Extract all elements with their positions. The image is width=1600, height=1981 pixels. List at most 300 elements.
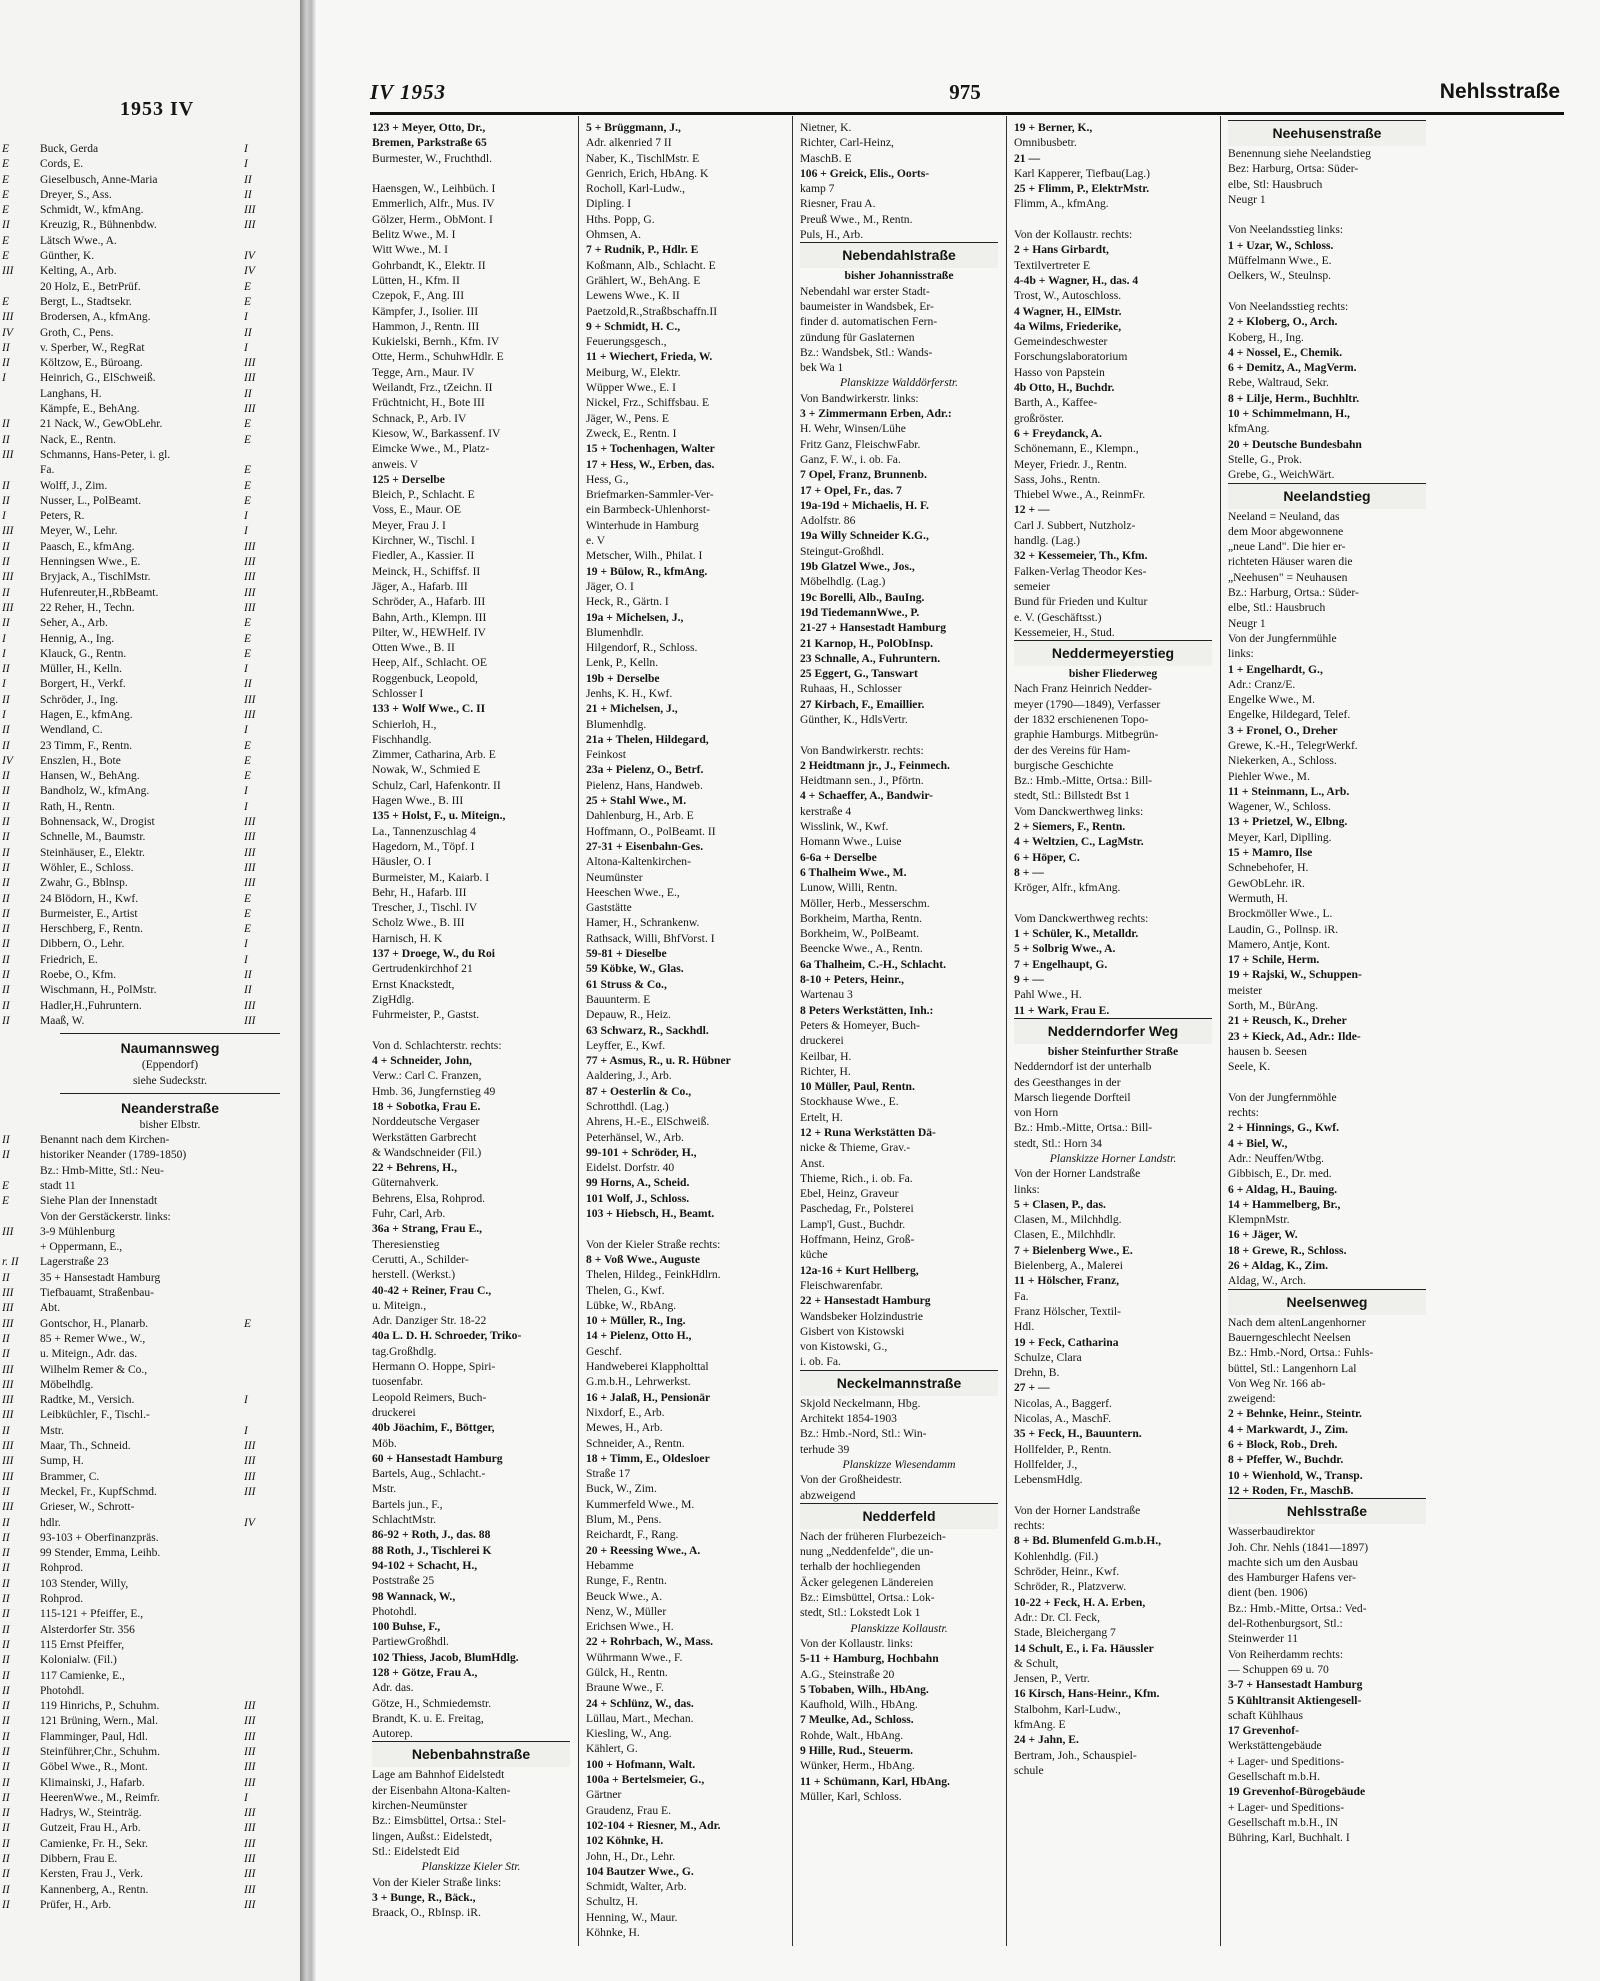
directory-entry <box>0 647 300 662</box>
directory-entry: Gölzer, Herm., ObMont. I <box>372 212 493 226</box>
directory-entry: dient (ben. 1906) <box>1228 1586 1308 1600</box>
entry-text: Schmanns, Hans-Peter, i. gl. <box>40 448 171 461</box>
street-subheading: (Eppendorf) <box>141 1059 199 1072</box>
entry-marker: III <box>2 1455 14 1468</box>
directory-entry: Leopold Reimers, Buch- <box>372 1390 487 1404</box>
directory-entry: ein Barmbeck-Uhlenhorst- <box>586 503 710 517</box>
directory-entry: 77 + Asmus, R., u. R. Hübner <box>586 1054 731 1068</box>
directory-entry: Schultz, H. <box>586 1895 638 1909</box>
directory-entry: kfmAng. E <box>1014 1717 1066 1731</box>
directory-entry <box>0 280 300 295</box>
directory-entry: Gibbisch, E., Dr. med. <box>1228 1167 1332 1181</box>
directory-entry: 103 + Hiebsch, H., Beamt. <box>586 1207 715 1221</box>
left-page-header: 1953 IV <box>120 98 195 120</box>
entry-text: v. Sperber, W., RegRat <box>40 341 145 354</box>
directory-entry: Wagener, W., Schloss. <box>1228 800 1331 814</box>
directory-entry: Verw.: Carl C. Franzen, <box>372 1069 482 1083</box>
entry-text: Siehe Plan der Innenstadt <box>40 1195 158 1208</box>
entry-marker: II <box>2 693 10 706</box>
entry-text: Hadler,H.,Fuhruntern. <box>40 999 142 1012</box>
entry-text: Hansen, W., BehAng. <box>40 770 140 783</box>
street-former-name: bisher Fliederweg <box>1068 667 1158 681</box>
directory-entry <box>0 234 300 249</box>
directory-entry <box>0 1271 300 1286</box>
directory-entry: MaschB. E <box>800 151 852 165</box>
entry-floor: I <box>244 800 248 813</box>
entry-marker: III <box>2 311 14 324</box>
directory-entry: Adr. alkenried 7 II <box>586 136 672 150</box>
directory-entry: 11 + Schümann, Karl, HbAng. <box>800 1774 950 1788</box>
directory-entry: Bz.: Hmb.-Mitte, Ortsa.: Bill- <box>1014 774 1153 788</box>
entry-marker: III <box>2 1363 14 1376</box>
directory-entry: Franz Hölscher, Textil- <box>1014 1304 1122 1318</box>
directory-entry: Bz.: Hmb.-Mitte, Ortsa.: Bill- <box>1014 1121 1153 1135</box>
directory-entry: Blum, M., Pens. <box>586 1513 662 1527</box>
directory-entry <box>372 1023 570 1038</box>
directory-entry: 133 + Wolf Wwe., C. II <box>372 702 486 716</box>
directory-entry: Clasen, E., Milchhdlr. <box>1014 1228 1116 1242</box>
entry-marker: II <box>2 1715 10 1728</box>
entry-marker: II <box>2 586 10 599</box>
directory-entry <box>0 1500 300 1515</box>
directory-entry: 3 + Zimmermann Erben, Adr.: <box>800 407 952 421</box>
entry-marker: II <box>2 1853 10 1866</box>
entry-floor: I <box>244 1424 248 1437</box>
directory-column-4 <box>1014 120 1212 1778</box>
entry-text: Müller, H., Kelln. <box>40 663 122 676</box>
directory-entry: 23 Schnalle, A., Fuhruntern. <box>800 651 941 665</box>
directory-entry: rechts: <box>1228 1106 1259 1120</box>
directory-entry: Czepok, F., Ang. III <box>372 289 465 303</box>
directory-entry <box>0 1561 300 1576</box>
directory-entry: 4 + Schaeffer, A., Bandwir- <box>800 789 933 803</box>
entry-text: Gutzeit, Frau H., Arb. <box>40 1822 141 1835</box>
entry-marker: II <box>2 892 10 905</box>
street-heading: Naumannsweg <box>120 1040 220 1057</box>
street-former-name: bisher Johannisstraße <box>844 269 954 283</box>
directory-entry: Meiburg, W., Elektr. <box>586 365 681 379</box>
entry-marker: III <box>2 1317 14 1330</box>
directory-entry: Otte, Herm., SchuhwHdlr. E <box>372 350 504 364</box>
directory-entry: 9 Hille, Rud., Steuerm. <box>800 1743 914 1757</box>
directory-entry: Hoffmann, Heinz, Groß- <box>800 1233 915 1247</box>
directory-entry: Jäger, O. I <box>586 579 634 593</box>
entry-text: 103 Stender, Willy, <box>40 1577 129 1590</box>
directory-entry <box>0 708 300 723</box>
entry-floor: I <box>244 953 248 966</box>
directory-entry: Häusler, O. I <box>372 855 432 869</box>
directory-entry <box>0 1653 300 1668</box>
directory-entry: 40-42 + Reiner, Frau C., <box>372 1283 492 1297</box>
directory-entry <box>372 166 570 181</box>
entry-marker: II <box>2 617 10 630</box>
directory-entry: Wasserbaudirektor <box>1228 1525 1315 1539</box>
directory-entry: 4a Wilms, Friederike, <box>1014 319 1122 333</box>
entry-marker: III <box>2 1394 14 1407</box>
directory-entry <box>0 784 300 799</box>
entry-text: Photohdl. <box>40 1684 85 1697</box>
directory-entry: Von der Horner Landstraße <box>1014 1503 1141 1517</box>
entry-marker: II <box>2 1745 10 1758</box>
directory-entry: Borkheim, Martha, Rentn. <box>800 911 923 925</box>
directory-entry: schaft Kühlhaus <box>1228 1708 1304 1722</box>
entry-floor: II <box>244 984 252 997</box>
entry-marker: E <box>2 295 10 308</box>
right-page <box>316 0 1600 1981</box>
entry-text: hdlr. <box>40 1516 61 1529</box>
directory-entry: 18 + Grewe, R., Schloss. <box>1228 1243 1347 1257</box>
entry-text: Göbel Wwe., R., Mont. <box>40 1761 148 1774</box>
directory-entry: Gesellschaft m.b.H. <box>1228 1769 1321 1783</box>
entry-floor: III <box>244 1822 256 1835</box>
directory-entry: finder d. automatischen Fern- <box>800 315 938 329</box>
directory-entry: Kiesling, W., Ang. <box>586 1727 672 1741</box>
directory-entry: Barth, A., Kaffee- <box>1014 396 1098 410</box>
entry-floor: III <box>244 1898 256 1911</box>
directory-entry: 6-6a + Derselbe <box>800 850 877 864</box>
entry-text: Költzow, E., Büroang. <box>40 357 143 370</box>
directory-entry: Hths. Popp, G. <box>586 212 655 226</box>
directory-entry: 6 + Block, Rob., Dreh. <box>1228 1438 1338 1452</box>
directory-entry <box>0 1393 300 1408</box>
entry-marker: III <box>2 265 14 278</box>
entry-floor: E <box>244 280 252 293</box>
directory-entry: e. V <box>586 534 606 548</box>
entry-text: Burmeister, E., Artist <box>40 907 138 920</box>
entry-text: Lätsch Wwe., A. <box>40 234 117 247</box>
directory-entry: 19 + Rajski, W., Schuppen- <box>1228 968 1362 982</box>
directory-entry: 6a Thalheim, C.-H., Schlacht. <box>800 957 947 971</box>
directory-entry <box>0 601 300 616</box>
entry-text: Benannt nach dem Kirchen- <box>40 1134 170 1147</box>
entry-marker: IV <box>2 326 13 339</box>
plan-reference: Planskizze Kieler Str. <box>421 1860 521 1874</box>
directory-entry: Kirchner, W., Tischl. I <box>372 534 475 548</box>
directory-entry <box>0 387 300 402</box>
directory-entry <box>0 479 300 494</box>
directory-entry <box>0 1439 300 1454</box>
entry-marker: E <box>2 188 10 201</box>
column-divider <box>1220 116 1221 1946</box>
directory-entry: Photohdl. <box>372 1604 417 1618</box>
directory-entry: küche <box>800 1248 828 1262</box>
entry-marker: II <box>2 938 10 951</box>
directory-entry: Meyer, Karl, Diplling. <box>1228 830 1332 844</box>
directory-entry: u. Miteign., <box>372 1298 427 1312</box>
directory-entry: Textilvertreter E <box>1014 258 1091 272</box>
directory-entry: ZigHdlg. <box>372 992 415 1006</box>
entry-floor: II <box>244 969 252 982</box>
entry-floor: E <box>244 739 252 752</box>
entry-text: Hadrys, W., Steinträg. <box>40 1807 142 1820</box>
street-heading: Neelsenweg <box>1228 1289 1426 1315</box>
directory-entry: des Hamburger Hafens ver- <box>1228 1571 1357 1585</box>
directory-entry: Nixdorf, E., Arb. <box>586 1405 665 1419</box>
entry-marker: E <box>2 1195 10 1208</box>
entry-marker: II <box>2 1562 10 1575</box>
entry-marker: II <box>2 1149 10 1162</box>
entry-text: Schnelle, M., Baumstr. <box>40 831 146 844</box>
directory-entry: meister <box>1228 983 1263 997</box>
entry-text: 35 + Hansestadt Hamburg <box>40 1271 161 1284</box>
directory-entry: 7 Opel, Franz, Brunnenb. <box>800 468 927 482</box>
entry-text: u. Miteign., Adr. das. <box>40 1348 138 1361</box>
entry-marker: E <box>2 143 10 155</box>
directory-entry: Neugr 1 <box>1228 192 1266 206</box>
directory-entry: 24 + Jahn, E. <box>1014 1733 1079 1747</box>
directory-entry: Adr.: Neuffen/Wtbg. <box>1228 1152 1325 1165</box>
directory-entry: 23 + Kieck, Ad., Adr.: Ilde- <box>1228 1029 1361 1043</box>
directory-entry <box>0 341 300 356</box>
directory-entry: Werkstättengebäude <box>1228 1739 1322 1753</box>
directory-entry: Rebe, Waltraud, Sekr. <box>1228 376 1329 390</box>
directory-entry: Gertrudenkirchhof 21 <box>372 962 473 976</box>
directory-entry: 13 + Prietzel, W., Elbng. <box>1228 815 1348 829</box>
directory-entry: Bauunterm. E <box>586 992 651 1006</box>
directory-entry: Bz.: Eimsbüttel, Ortsa.: Lok- <box>800 1591 935 1605</box>
directory-entry <box>0 555 300 570</box>
directory-entry: 60 + Hansestadt Hamburg <box>372 1451 503 1465</box>
directory-entry: 6 + Aldag, H., Bauing. <box>1228 1182 1338 1196</box>
entry-text: Langhans, H. <box>40 387 102 400</box>
directory-entry: Gesellschaft m.b.H., IN <box>1228 1815 1339 1829</box>
entry-text: Bohnensack, W., Drogist <box>40 816 155 829</box>
entry-floor: III <box>244 1455 256 1468</box>
directory-entry: Schnack, P., Arb. IV <box>372 411 467 425</box>
directory-entry: Schröder, A., Hafarb. III <box>372 595 486 609</box>
directory-entry <box>0 433 300 448</box>
entry-text: Radtke, M., Versich. <box>40 1394 135 1407</box>
street-heading: Neanderstraße <box>120 1099 220 1116</box>
directory-entry <box>0 907 300 922</box>
entry-text: Kämpfe, E., BehAng. <box>40 403 140 416</box>
entry-marker: II <box>2 1593 10 1606</box>
directory-entry: Schröder, R., Platzverw. <box>1014 1580 1127 1594</box>
directory-entry: Reichardt, F., Rang. <box>586 1528 679 1542</box>
directory-entry: Bremen, Parkstraße 65 <box>372 136 487 150</box>
directory-entry: 24 + Schlünz, W., das. <box>586 1696 694 1710</box>
directory-entry: Brandt, K. u. E. Freitag, <box>372 1711 484 1725</box>
directory-entry: Behr, H., Hafarb. III <box>372 885 467 899</box>
directory-entry: Von der Kieler Straße rechts: <box>586 1237 721 1251</box>
directory-entry: 3-7 + Hansestadt Hamburg <box>1228 1678 1363 1692</box>
entry-floor: I <box>244 311 248 324</box>
directory-entry: Steinwerder 11 <box>1228 1632 1299 1646</box>
entry-marker: II <box>2 831 10 844</box>
entry-text: Groth, C., Pens. <box>40 326 114 339</box>
directory-entry: Schnebehofer, H. <box>1228 861 1309 875</box>
entry-floor: E <box>244 617 252 630</box>
entry-text: Schröder, J., Ing. <box>40 693 119 706</box>
directory-entry <box>0 999 300 1014</box>
directory-entry: Adr.: Dr. Cl. Feck, <box>1014 1610 1100 1624</box>
entry-text: 99 Stender, Emma, Leihb. <box>40 1547 161 1560</box>
directory-entry: 104 Bautzer Wwe., G. <box>586 1864 694 1878</box>
directory-entry: Zimmer, Catharina, Arb. E <box>372 748 496 762</box>
directory-entry: Mstr. <box>372 1482 397 1496</box>
header-street: Nehlsstraße <box>1439 80 1560 103</box>
directory-entry: Hammon, J., Rentn. III <box>372 319 480 333</box>
directory-entry: 4-4b + Wagner, H., das. 4 <box>1014 273 1139 287</box>
directory-entry: richteten Häuser waren die <box>1228 555 1353 569</box>
entry-text: Sump, H. <box>40 1455 84 1468</box>
street-heading: Neehusenstraße <box>1228 120 1426 146</box>
entry-text: Borgert, H., Verkf. <box>40 678 126 691</box>
directory-entry: Wandsbeker Holzindustrie <box>800 1309 924 1323</box>
directory-entry: 6 + Demitz, A., MagVerm. <box>1228 361 1357 375</box>
directory-entry: Leyffer, E., Kwf. <box>586 1038 666 1052</box>
directory-column-1 <box>372 120 570 1920</box>
entry-marker: I <box>2 372 6 385</box>
directory-entry <box>0 463 300 478</box>
directory-entry: Hagen Wwe., B. III <box>372 794 464 808</box>
directory-entry <box>0 1255 300 1270</box>
directory-entry <box>0 218 300 233</box>
directory-entry: Schneider, A., Rentn. <box>586 1436 685 1450</box>
directory-entry <box>0 295 300 310</box>
entry-text: 3-9 Mühlenburg <box>40 1225 115 1238</box>
directory-entry <box>0 1760 300 1775</box>
directory-entry: Gisbert von Kistowski <box>800 1324 905 1338</box>
directory-entry: 86-92 + Roth, J., das. 88 <box>372 1528 491 1542</box>
entry-floor: III <box>244 816 256 829</box>
directory-entry: Richter, Carl-Heinz, <box>800 136 894 150</box>
entry-floor: E <box>244 464 252 477</box>
directory-entry: Wührmann Wwe., F. <box>586 1650 683 1664</box>
directory-entry: elbe, Stl: Hausbruch <box>1228 177 1323 191</box>
directory-entry <box>0 1852 300 1867</box>
entry-text: Möbelhdlg. <box>40 1378 94 1391</box>
directory-entry: Rocholl, Karl-Ludw., <box>586 182 686 196</box>
directory-entry: 15 + Tochenhagen, Walter <box>586 442 715 456</box>
directory-entry: Bz.: Hmb.-Nord, Ortsa.: Fuhls- <box>1228 1346 1374 1360</box>
directory-entry: Von der Kieler Straße links: <box>372 1875 502 1889</box>
directory-entry: Bleich, P., Schlacht. E <box>372 488 475 502</box>
entry-floor: III <box>244 861 256 874</box>
directory-entry: 14 + Pielenz, Otto H., <box>586 1329 692 1343</box>
street-heading: Nebenbahnstraße <box>372 1741 570 1767</box>
directory-entry: 16 Kirsch, Hans-Heinr., Kfm. <box>1014 1687 1160 1701</box>
directory-entry: lingen, Außst.: Eidelstedt, <box>372 1829 493 1843</box>
directory-column-5 <box>1228 120 1426 1845</box>
entry-marker: II <box>2 846 10 859</box>
street-heading: Neelandstieg <box>1228 483 1426 509</box>
directory-entry: 17 + Hess, W., Erben, das. <box>586 457 715 471</box>
entry-marker: II <box>2 724 10 737</box>
directory-entry: 8-10 + Peters, Heinr., <box>800 973 905 987</box>
entry-marker: E <box>2 250 10 263</box>
directory-entry: 4b Otto, H., Buchdr. <box>1014 381 1115 395</box>
directory-entry: Von Reiherdamm rechts: <box>1228 1647 1344 1661</box>
entry-text: 93-103 + Oberfinanzpräs. <box>40 1531 159 1544</box>
entry-marker: II <box>2 1807 10 1820</box>
directory-entry: Vom Danckwerthweg links: <box>1014 804 1144 818</box>
directory-entry: zündung für Gaslaternen <box>800 330 915 344</box>
directory-entry: del-Rothenburgsort, Stl.: <box>1228 1617 1343 1631</box>
directory-entry: Kiesow, W., Barkassenf. IV <box>372 426 501 440</box>
directory-entry: 7 + Rudnik, P., Hdlr. E <box>586 243 699 257</box>
directory-entry: Karl Kapperer, Tiefbau(Lag.) <box>1014 166 1151 180</box>
directory-entry: Adr.: Cranz/E. <box>1228 677 1296 691</box>
directory-entry: stedt, Stl.: Lokstedt Lok 1 <box>800 1606 921 1620</box>
directory-entry: 2 + Behnke, Heinr., Steintr. <box>1228 1407 1362 1421</box>
entry-marker: II <box>2 999 10 1012</box>
directory-entry: 4 + Weltzien, C., LagMstr. <box>1014 835 1144 849</box>
entry-text: Klimainski, J., Hafarb. <box>40 1776 145 1789</box>
directory-entry: Hmb. 36, Jungfernstieg 49 <box>372 1084 496 1098</box>
directory-entry: Aldag, W., Arch. <box>1228 1274 1306 1288</box>
directory-entry: Lewens Wwe., K. II <box>586 289 680 303</box>
directory-entry: GewObLehr. iR. <box>1228 876 1305 890</box>
directory-entry: 19 + Berner, K., <box>1014 121 1093 134</box>
directory-entry: 4 Wagner, H., ElMstr. <box>1014 304 1122 318</box>
directory-entry: Dipling. I <box>586 197 632 211</box>
directory-entry: Weilandt, Frz., tZeichn. II <box>372 381 493 395</box>
street-subheading: siehe Sudeckstr. <box>132 1074 208 1087</box>
directory-entry: Winterhude in Hamburg <box>586 518 699 532</box>
entry-marker: II <box>2 907 10 920</box>
directory-entry: Ebel, Heinz, Graveur <box>800 1187 899 1201</box>
directory-entry: LebensmHdlg. <box>1014 1473 1083 1487</box>
directory-entry: Peters & Homeyer, Buch- <box>800 1018 920 1032</box>
directory-entry: 19 + Bülow, R., kfmAng. <box>586 564 708 578</box>
entry-floor: E <box>244 892 252 905</box>
directory-entry: Thelen, G., Kwf. <box>586 1283 665 1297</box>
directory-entry: Von Neelandsstieg links: <box>1228 223 1344 237</box>
entry-floor: III <box>244 1730 256 1743</box>
entry-text: Grieser, W., Schrott- <box>40 1501 135 1514</box>
directory-entry: 19 Grevenhof-Bürogebäude <box>1228 1785 1366 1799</box>
entry-text: Kreuzig, R., Bühnenbdw. <box>40 219 157 232</box>
page-header <box>370 80 1560 108</box>
directory-entry <box>0 861 300 876</box>
entry-marker: II <box>2 663 10 676</box>
directory-entry <box>0 540 300 555</box>
directory-entry: Nenz, W., Müller <box>586 1604 667 1618</box>
entry-text: Hennig, A., Ing. <box>40 632 115 645</box>
directory-entry: Feuerungsgesch., <box>586 335 667 349</box>
directory-entry: Heeschen Wwe., E., <box>586 885 680 899</box>
entry-marker: II <box>2 785 10 798</box>
directory-entry: 12 + — <box>1014 503 1050 517</box>
directory-entry: Pahl Wwe., H. <box>1014 988 1082 1002</box>
column-divider <box>578 116 579 1946</box>
directory-entry: Preuß Wwe., M., Rentn. <box>800 212 913 226</box>
directory-entry <box>1014 896 1212 911</box>
directory-entry: 27 Kirbach, F., Emaillier. <box>800 697 925 711</box>
directory-entry: Gaststätte <box>586 901 632 915</box>
entry-text: historiker Neander (1789-1850) <box>40 1149 187 1162</box>
entry-marker: III <box>2 571 14 584</box>
directory-entry: Hdl. <box>1014 1320 1035 1334</box>
entry-text: Meckel, Fr., KupfSchmd. <box>40 1485 157 1498</box>
directory-entry: Nietner, K. <box>800 121 852 134</box>
directory-entry <box>0 953 300 968</box>
entry-text: Nack, E., Rentn. <box>40 433 117 446</box>
directory-entry: 3 + Fronel, O., Dreher <box>1228 723 1338 737</box>
directory-entry: 23a + Pielenz, O., Betrf. <box>586 763 704 777</box>
entry-floor: E <box>244 1317 252 1330</box>
directory-entry: Jäger, A., Hafarb. III <box>372 579 468 593</box>
directory-entry <box>0 1776 300 1791</box>
directory-entry: Adolfstr. 86 <box>800 514 856 528</box>
directory-entry <box>0 1194 300 1209</box>
entry-floor: II <box>244 678 252 691</box>
directory-entry <box>0 1638 300 1653</box>
directory-entry: 59-81 + Dieselbe <box>586 947 667 961</box>
directory-entry: Wartenau 3 <box>800 988 853 1002</box>
directory-entry: Bz.: Harburg, Ortsa.: Süder- <box>1228 586 1359 600</box>
